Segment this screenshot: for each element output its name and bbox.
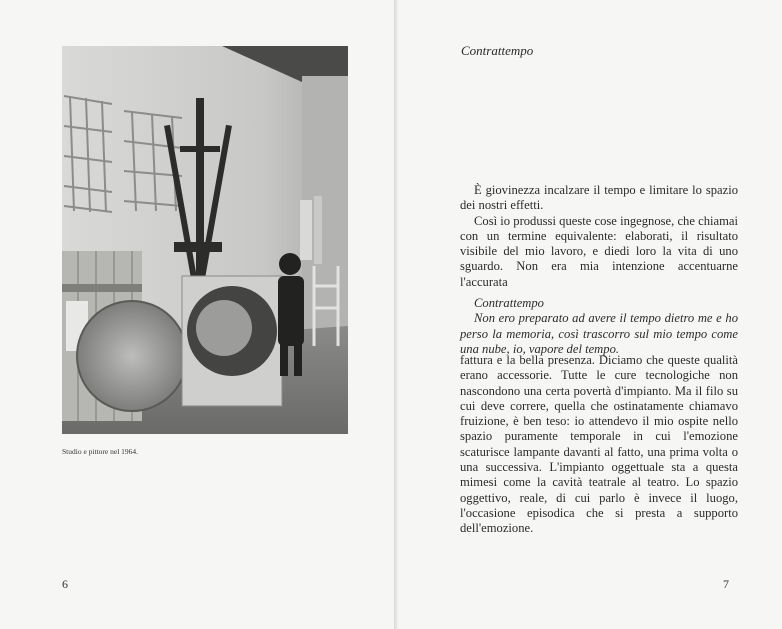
inset-title: Contrattempo bbox=[474, 296, 544, 310]
photo-illustration bbox=[62, 46, 348, 434]
page-number-right: 7 bbox=[723, 577, 729, 591]
inset-block bbox=[460, 296, 738, 357]
paragraph-3: fattura e la bella presenza. Diciamo che queste qualità erano accessorie. Tutte le cure tecnologiche non nascondono una certa povertà d'impianto. Ma il filo su cui deve correre, quella che ostinatamente chiamavo fruizione, è ben teso: io attendevo il mio ospite nello spazio puramente temporale in cui l'emozione scaturisce lampante davanti al fatto, una prima volta o una successiva. L'impianto oggettuale sta a questa mimesi come la cavità teatrale al teatro. Lo spazio oggettivo, reale, di cui parlo è invece il luogo, l'occasione episodica che si presta a supporto dell'emozione. bbox=[460, 353, 738, 536]
paragraph-1: È giovinezza incalzare il tempo e limitare lo spazio dei nostri effetti. bbox=[460, 183, 738, 213]
photo-caption: Studio e pittore nel 1964. bbox=[62, 447, 139, 456]
page-number-left: 6 bbox=[62, 577, 68, 591]
section-header: Contrattempo bbox=[461, 43, 534, 58]
body-paragraph-bottom bbox=[460, 353, 738, 537]
inset-text: Non ero preparato ad avere il tempo dietro me e ho perso la memoria, così trascorro sul mio tempo come una nube, io, vapore del tempo. bbox=[460, 311, 738, 356]
paragraph-2: Così io produssi queste cose ingegnose, che chiamai con un termine equivalente: elaborati, il risultato visibile del mio lavoro, e diedi loro la vita di uno sguardo. Non era mia intenzione accentuarne l'accurata bbox=[460, 213, 738, 289]
studio-photo bbox=[62, 46, 348, 434]
body-paragraphs-top bbox=[460, 183, 738, 290]
